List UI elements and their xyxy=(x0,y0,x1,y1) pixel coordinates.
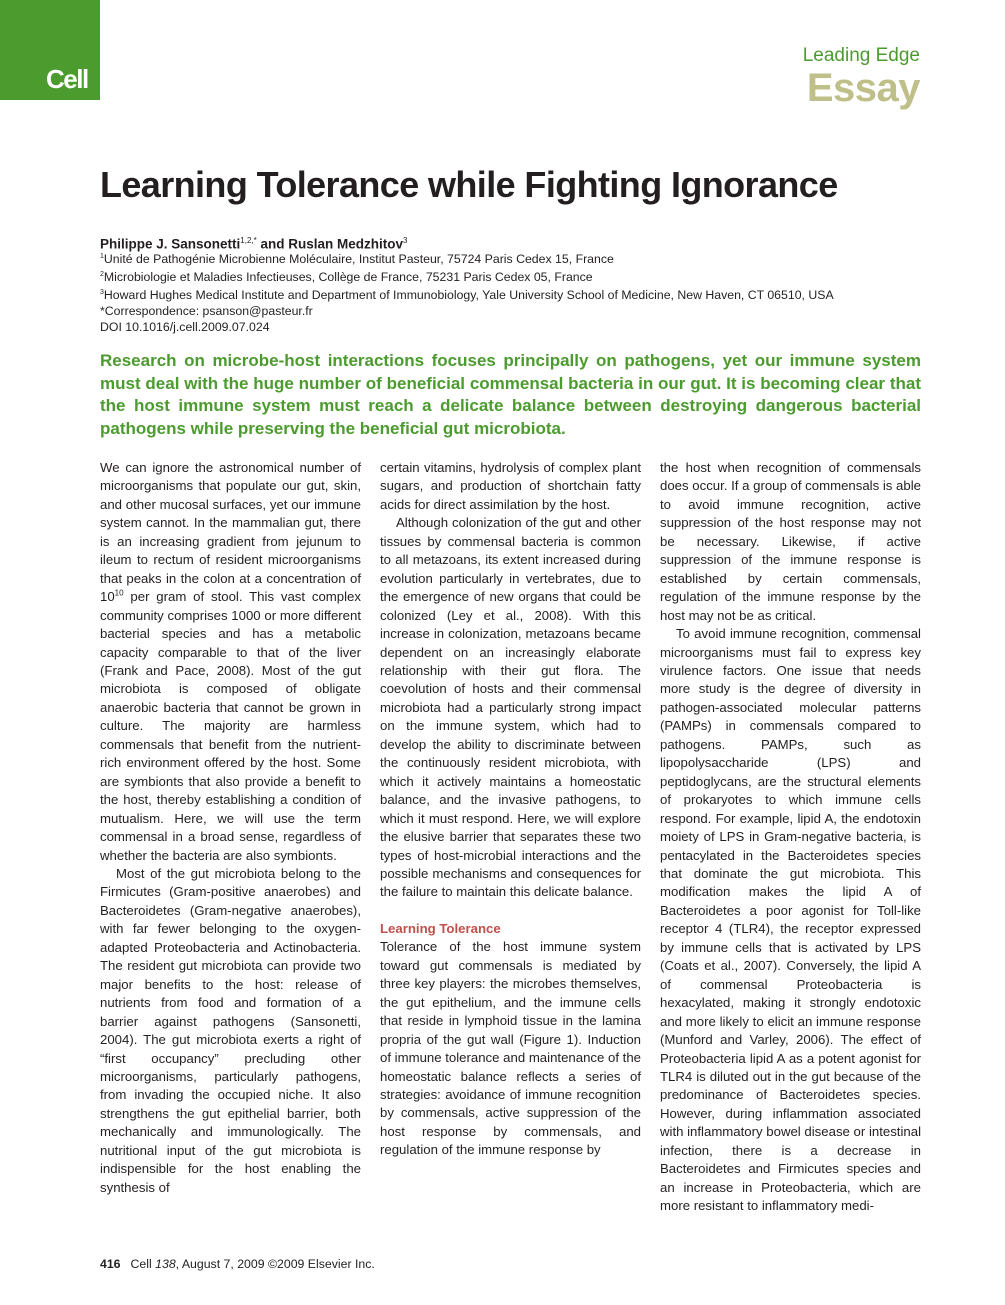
body-column-2 xyxy=(380,459,641,1160)
abstract: Research on microbe-host interactions focuses principally on pathogens, yet our immune system must deal with the huge number of beneficial commensal bacteria in our gut. It is becoming clear that the host immune system must reach a delicate balance between destroying dangerous bacterial pathogens while preserving the beneficial gut microbiota. xyxy=(100,351,921,438)
doi[interactable]: DOI 10.1016/j.cell.2009.07.024 xyxy=(100,320,270,335)
page-footer xyxy=(100,1256,375,1272)
body-column-3 xyxy=(660,459,921,1216)
article-title: Learning Tolerance while Fighting Ignorance xyxy=(100,164,838,205)
correspondence[interactable]: *Correspondence: psanson@pasteur.fr xyxy=(100,304,313,319)
body-paragraph xyxy=(100,459,361,865)
section-kicker: Leading Edge xyxy=(802,45,920,66)
citation-details: , August 7, 2009 ©2009 Elsevier Inc. xyxy=(175,1257,375,1271)
section-name: Essay xyxy=(806,66,920,110)
author-name: Ruslan Medzhitov xyxy=(288,236,404,252)
body-paragraph: Although colonization of the gut and other tissues by commensal bacteria is common to all metazoans, its extent increased during evolution particularly in vertebrates, due to the emergence of new organs that could be colonized (Ley et al., 2008). With this increase in colonization, metazoans became dependent on an increasingly elaborate relationship with their gut flora. The coevolution of hosts and their commensal microbiota had a particularly strong impact on the immune system, which had to develop the ability to discriminate between the continuously resident microbiota, with which it actively maintains a homeostatic balance, and the invasive pathogens, to which it must respond. Here, we will explore the elusive barrier that separates these two types of host-microbial interactions and the possible mechanisms and consequences for the failure to maintain this delicate balance. xyxy=(380,515,641,900)
affiliation-line xyxy=(100,249,930,267)
body-column-1 xyxy=(100,459,361,1197)
paragraph-text: per gram of stool. This vast complex community comprises 1000 or more different bacterial species and has a metabolic capacity comparable to that of the liver (Frank and Pace, 2008). Most of the gut microbiota is composed of obligate anaerobic bacteria that cannot be grown in culture. The majority are harmless commensals that benefit from the nutrient-rich environment offered by the host. Some are symbionts that also provide a benefit to the host, thereby establishing a condition of mutualism. Here, we will use the term commensal in a broad sense, regardless of whether the bacteria are also symbionts. xyxy=(100,589,361,863)
affiliation-line xyxy=(100,267,930,285)
page-number: 416 xyxy=(100,1257,121,1271)
body-paragraph: Most of the gut microbiota belong to the Firmicutes (Gram-positive anaerobes) and Bacteroidetes (Gram-negative anaerobes), with far fewer belonging to the oxygen-adapted Proteobacteria and Actinobacteria. The resident gut microbiota can provide two major benefits to the host: release of nutrients from food and formation of a barrier against pathogens (Sansonetti, 2004). The gut microbiota exerts a right of “first occupancy” precluding other microorganisms, particularly pathogens, from invading the occupied niche. It also strengthens the gut epithelial barrier, both mechanically and immunologically. The nutritional input of the gut microbiota is indispensible for the host enabling the synthesis of xyxy=(100,865,361,1195)
superscript: 10 xyxy=(114,588,124,598)
paragraph-text: We can ignore the astronomical number of microorganisms that populate our gut, skin, and other mucosal surfaces, yet our immune system cannot. In the mammalian gut, there is an increasing gradient from jejunum to ileum to rectum of resident microorganisms that peaks in the colon at a concentration of 10 xyxy=(100,460,361,605)
author-name: Philippe J. Sansonetti xyxy=(100,236,241,252)
body-paragraph: Tolerance of the host immune system toward gut commensals is mediated by three key players: the microbes themselves, the gut epithelium, and the immune cells that reside in lymphoid tissue in the lamina propria of the gut wall (Figure 1). Induction of immune tolerance and maintenance of the homeostatic balance reflects a series of strategies: avoidance of immune recognition by commensals, active suppression of the host response by commensals, and regulation of the immune response by xyxy=(380,939,641,1158)
affiliation-marker: 3 xyxy=(100,289,104,297)
affiliation-marker: 1 xyxy=(100,253,104,260)
journal-logo-box xyxy=(0,0,100,100)
affiliation-line xyxy=(100,285,930,303)
author-affiliation-marker: 3 xyxy=(403,236,408,245)
section-heading: Learning Tolerance xyxy=(380,920,501,936)
affiliation-text: Microbiologie et Maladies Infectieuses, Collège de France, 75231 Paris Cedex 05, France xyxy=(103,270,593,285)
affiliation-text: Unité de Pathogénie Microbienne Moléculaire, Institut Pasteur, 75724 Paris Cedex 15, France xyxy=(103,252,614,267)
journal-volume: 138 xyxy=(155,1257,176,1271)
body-paragraph: certain vitamins, hydrolysis of complex plant sugars, and production of shortchain fatty acids for direct assimilation by the host. xyxy=(380,460,641,512)
affiliation-text: Howard Hughes Medical Institute and Department of Immunobiology, Yale University School of Medicine, New Haven, CT 06510, USA xyxy=(103,288,834,303)
journal-name: Cell xyxy=(130,1257,156,1271)
journal-logo: Cell xyxy=(46,64,88,94)
author-separator: and xyxy=(256,236,289,252)
body-paragraph: the host when recognition of commensals does occur. If a group of commensals is able to avoid immune recognition, active suppression of the host response may not be necessary. Likewise, if active suppression of the immune response is established by certain commensals, regulation of the immune response by the host may not be as critical. xyxy=(660,460,921,623)
author-affiliation-marker: 1,2,* xyxy=(240,236,257,245)
affiliations xyxy=(100,249,930,335)
affiliation-marker: 2 xyxy=(100,271,104,279)
body-paragraph: To avoid immune recognition, commensal microorganisms must fail to express key virulence factors. One issue that needs more study is the degree of diversity in pathogen-associated molecular patterns (PAMPs) in commensals compared to pathogens. PAMPs, such as lipopolysaccharide (LPS) and peptidoglycans, are the structural elements of prokaryotes to which immune cells respond. For example, lipid A, the endotoxin moiety of LPS in Gram-negative bacteria, is pentacylated in the Bacteroidetes species that dominate the gut microbiota. This modification makes the lipid A of Bacteroidetes a poor agonist for Toll-like receptor 4 (TLR4), the receptor expressed by immune cells that is activated by LPS (Coats et al., 2007). Conversely, the lipid A of commensal Proteobacteria is hexacylated, making it strongly endotoxic and more likely to elicit an immune response (Munford and Varley, 2006). The effect of Proteobacteria lipid A as a potent agonist for TLR4 is diluted out in the gut because of the predominance of Bacteroidetes species. However, during inflammation associated with inflammatory bowel disease or intestinal infection, there is a decrease in Bacteroidetes and Firmicutes species and an increase in Proteobacteria, which are more resistant to inflammatory medi- xyxy=(660,626,921,1214)
